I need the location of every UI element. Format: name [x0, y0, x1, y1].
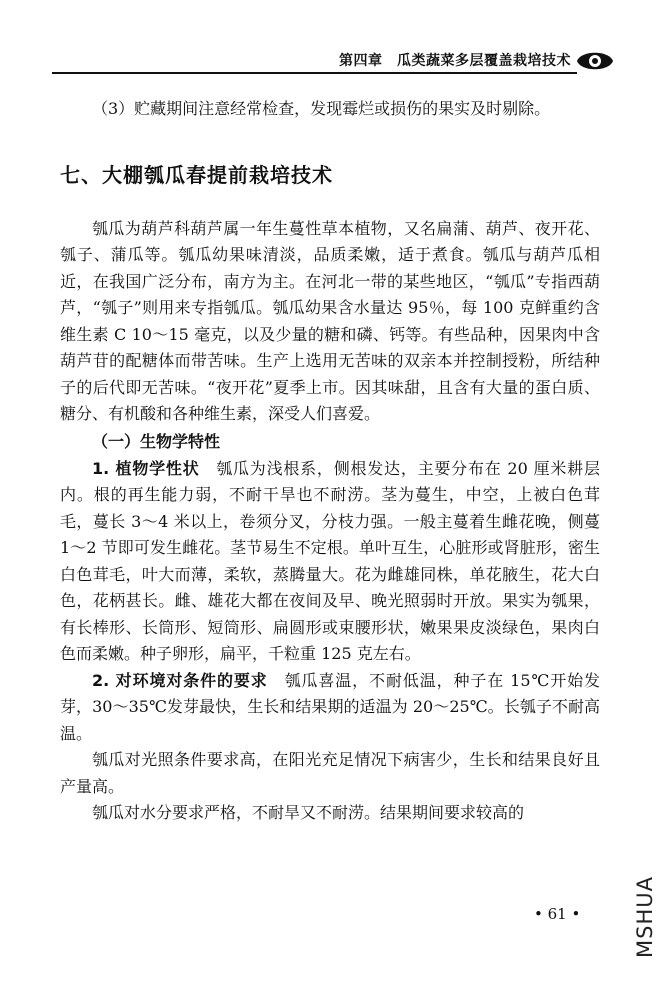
paragraph-water: 瓠瓜对水分要求严格，不耐旱又不耐涝。结果期间要求较高的	[92, 803, 525, 822]
watermark: MSHUA	[633, 876, 657, 958]
paragraph-botanical-traits	[60, 456, 600, 668]
header-rule	[52, 72, 577, 74]
paragraph-light: 瓠瓜对光照条件要求高，在阳光充足情况下病害少，生长和结果良好且产量高。	[60, 750, 600, 796]
page-number: • 61 •	[534, 905, 581, 923]
section-title: 七、大棚瓠瓜春提前栽培技术	[60, 162, 333, 187]
paragraph-text-2: 瓠瓜喜温，不耐低温，种子在 15℃开始发芽，30～35℃发芽最快，生长和结果期的适温为 20～25℃。长瓠子不耐高温。	[60, 670, 600, 743]
run-in-heading-1: 1. 植物学性状	[92, 458, 200, 478]
chapter-title: 第四章 瓜类蔬菜多层覆盖栽培技术	[335, 50, 571, 70]
section-intro-paragraph: 瓠瓜为葫芦科葫芦属一年生蔓性草本植物，又名扁蒲、葫芦、夜开花、瓠子、蒲瓜等。瓠瓜幼果味清淡，品质柔嫩，适于煮食。瓠瓜与葫芦瓜相近，在我国广泛分布，南方为主。在河北一带的某些地区，“瓠瓜”专指西葫芦，“瓠子”则用来专指瓠瓜。瓠瓜幼果含水量达 95％，每 100 克鲜重约含维生素 C 10～15 毫克，以及少量的糖和磷、钙等。有些品种，因果肉中含葫芦苷的配糖体而带苦味。生产上选用无苦味的双亲本并控制授粉，所结种子的后代即无苦味。“夜开花”夏季上市。因其味甜，且含有大量的蛋白质、糖分、有机酸和各种维生素，深受人们喜爱。	[60, 218, 600, 423]
intro-item-3: （3）贮藏期间注意经常检查，发现霉烂或损伤的果实及时剔除。	[92, 99, 551, 118]
running-header	[52, 50, 615, 78]
paragraph-text-1: 瓠瓜为浅根系，侧根发达，主要分布在 20 厘米耕层内。根的再生能力弱，不耐干旱也不耐涝。茎为蔓生，中空，上被白色茸毛，蔓长 3～4 米以上，卷须分叉，分枝力强。一般主蔓着生雌花晚，侧蔓 1～2 节即可发生雌花。茎节易生不定根。单叶互生，心脏形或肾脏形，密生白色茸毛，叶大而薄，柔软，蒸腾量大。花为雌雄同株，单花腋生，花大白色，花柄甚长。雌、雄花大都在夜间及早、晚光照弱时开放。果实为瓠果，有长棒形、长筒形、短筒形、扁圆形或束腰形状，嫩果果皮淡绿色，果肉白色而柔嫩。种子卵形，扁平，千粒重 125 克左右。	[60, 458, 600, 663]
run-in-heading-2: 2. 对环境对条件的要求	[92, 670, 268, 690]
page-body	[60, 96, 600, 827]
subsection-title: （一）生物学特性	[92, 431, 221, 451]
paragraph-environment	[60, 668, 600, 748]
chapter-ornament-icon	[575, 48, 615, 74]
